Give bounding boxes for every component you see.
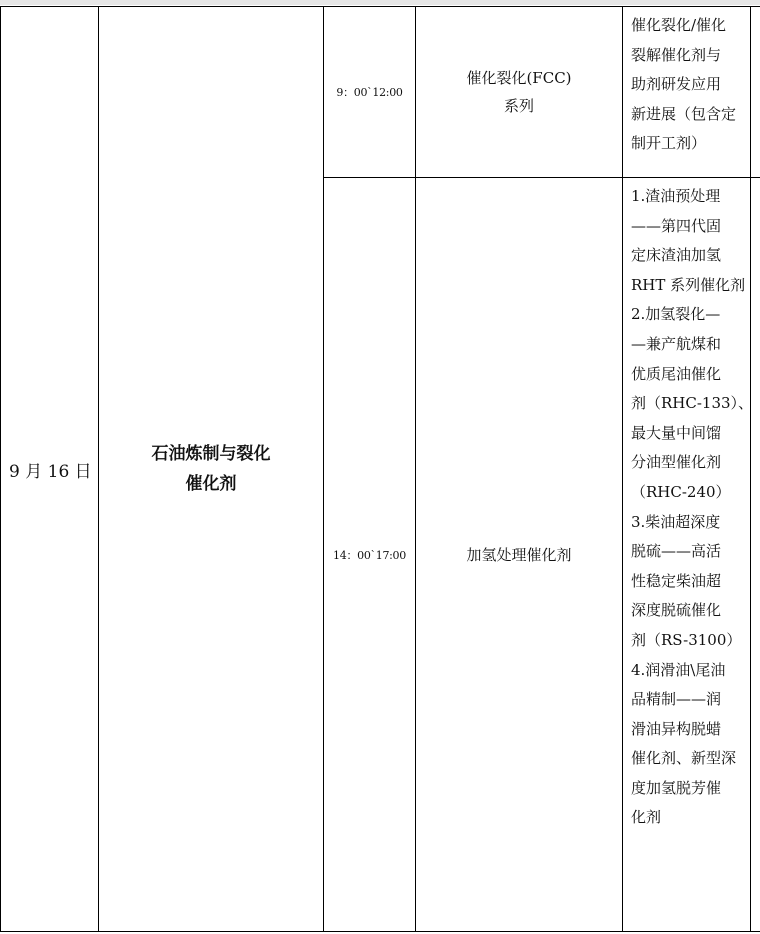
desc-line: 4.润滑油\尾油 [631,660,726,679]
session-time: 14：00`17:00 [333,548,406,562]
desc-line: 裂解催化剂与 [631,45,722,64]
schedule-table [0,6,760,932]
extra-cell [751,178,760,932]
desc-line: 分油型催化剂 [631,453,722,472]
desc-line: 优质尾油催化 [631,364,722,383]
desc-line: 品精制——润 [631,690,722,709]
desc-line: 剂（RHC-133）、 [631,394,754,413]
date-cell [1,7,99,932]
session-time-cell [324,178,416,932]
topic-cell [99,7,324,932]
desc-line: 定床渣油加氢 [631,246,722,265]
desc-line: 催化剂、新型深 [631,749,737,768]
extra-cell [751,7,760,178]
desc-line: 滑油异构脱蜡 [631,719,722,738]
desc-line: 化剂 [631,808,662,827]
session-name-cell [416,7,623,178]
desc-line: RHT 系列催化剂 [631,275,746,294]
desc-line: ——第四代固 [631,216,722,235]
session-name-cell [416,178,623,932]
desc-line: 最大量中间馏 [631,423,722,442]
topic-line: 催化剂 [185,474,237,494]
session-desc-cell [623,178,754,932]
topic-line: 石油炼制与裂化 [151,444,271,464]
desc-line: 剂（RS-3100） [631,630,742,649]
desc-line: 度加氢脱芳催 [631,778,722,797]
session-name-line: 系列 [503,97,534,115]
session-name-line: 催化裂化(FCC) [466,69,572,87]
desc-line: 脱硫——高活 [631,542,722,561]
desc-line: 性稳定柴油超 [631,571,722,590]
session-time: 9：00`12:00 [336,86,403,99]
desc-line: 催化裂化/催化 [631,16,727,34]
top-strip [0,0,760,5]
desc-line: 制开工剂） [631,134,707,153]
desc-line: 助剂研发应用 [631,75,722,94]
session-name-line: 加氢处理催化剂 [466,545,572,564]
desc-line: —兼产航煤和 [631,334,722,353]
desc-line: 1.渣油预处理 [631,187,721,205]
desc-line: 新进展（包含定 [631,104,737,123]
desc-line: 2.加氢裂化— [631,305,721,324]
desc-line: 深度脱硫催化 [631,601,722,620]
session-time-cell [324,7,416,178]
date-label: 9 月 16 日 [9,461,92,482]
session-desc-cell [623,7,751,178]
desc-line: （RHC-240） [631,482,731,501]
desc-line: 3.柴油超深度 [631,512,721,531]
table-row [1,7,760,178]
